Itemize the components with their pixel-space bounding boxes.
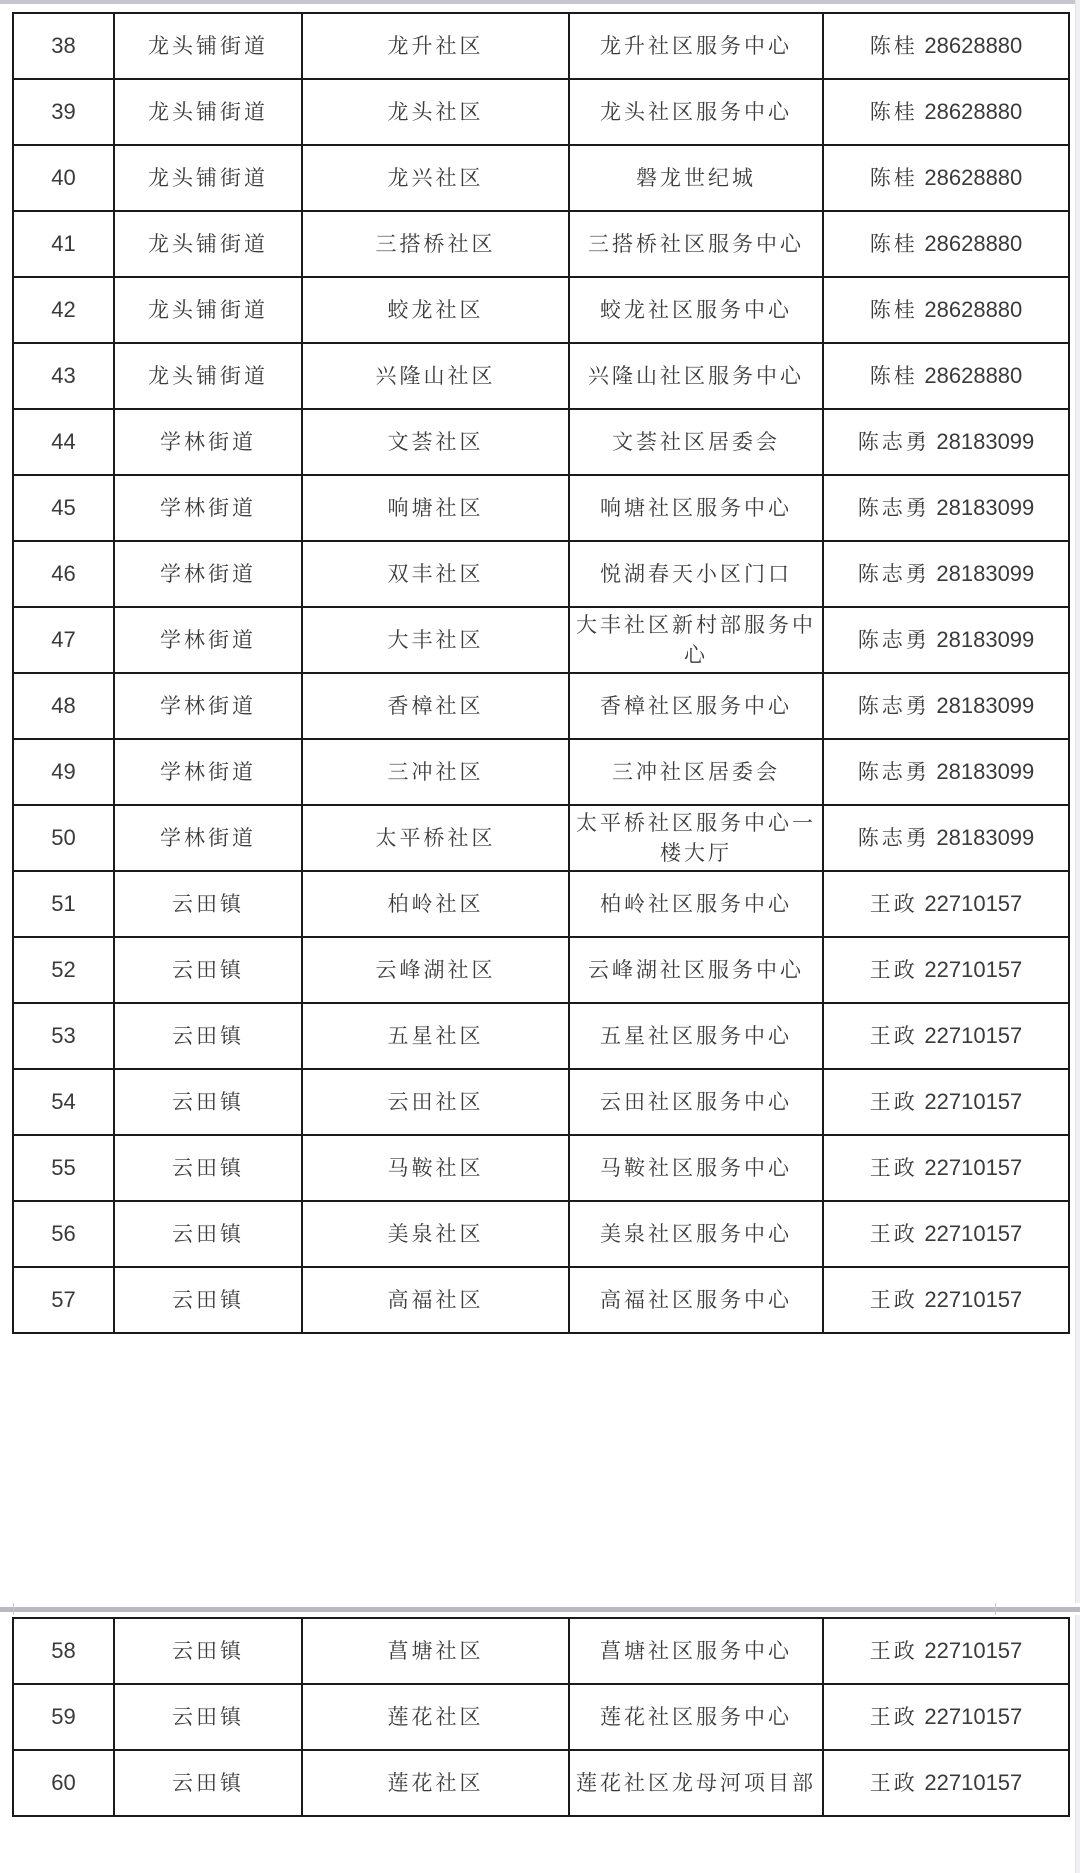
page-right-edge xyxy=(1075,0,1080,1873)
street-cell: 云田镇 xyxy=(114,1069,302,1135)
contact-name: 王政 xyxy=(869,1222,918,1246)
contact-phone: 22710157 xyxy=(924,1770,1023,1795)
contact-cell xyxy=(823,1003,1069,1069)
contact-phone: 28628880 xyxy=(924,33,1023,58)
contact-phone: 22710157 xyxy=(924,891,1023,916)
contact-name: 陈桂 xyxy=(869,34,918,58)
location-cell: 莲花社区服务中心 xyxy=(569,1684,823,1750)
contact-cell xyxy=(823,1069,1069,1135)
community-cell: 响塘社区 xyxy=(302,475,569,541)
community-cell: 文荟社区 xyxy=(302,409,569,475)
row-number: 53 xyxy=(13,1003,114,1069)
location-cell: 悦湖春天小区门口 xyxy=(569,541,823,607)
contact-phone: 28628880 xyxy=(924,363,1023,388)
community-cell: 菖塘社区 xyxy=(302,1618,569,1684)
contact-name: 陈志勇 xyxy=(857,760,930,784)
row-number: 41 xyxy=(13,211,114,277)
site-table-page-2 xyxy=(12,1617,1070,1817)
site-table-page-1 xyxy=(12,12,1070,1334)
street-cell: 学林街道 xyxy=(114,607,302,673)
site-table-body xyxy=(13,13,1069,1333)
contact-phone: 22710157 xyxy=(924,1155,1023,1180)
community-cell: 三搭桥社区 xyxy=(302,211,569,277)
community-cell: 兴隆山社区 xyxy=(302,343,569,409)
location-cell: 云峰湖社区服务中心 xyxy=(569,937,823,1003)
street-cell: 云田镇 xyxy=(114,1201,302,1267)
table-row xyxy=(13,1267,1069,1333)
contact-phone: 28183099 xyxy=(936,693,1035,718)
row-number: 42 xyxy=(13,277,114,343)
contact-cell xyxy=(823,211,1069,277)
contact-phone: 28183099 xyxy=(936,825,1035,850)
contact-cell xyxy=(823,871,1069,937)
contact-cell xyxy=(823,541,1069,607)
contact-phone: 28183099 xyxy=(936,495,1035,520)
table-row xyxy=(13,805,1069,871)
contact-phone: 28183099 xyxy=(936,429,1035,454)
location-cell: 文荟社区居委会 xyxy=(569,409,823,475)
contact-phone: 22710157 xyxy=(924,1287,1023,1312)
contact-name: 王政 xyxy=(869,892,918,916)
street-cell: 学林街道 xyxy=(114,805,302,871)
contact-cell xyxy=(823,343,1069,409)
contact-cell xyxy=(823,145,1069,211)
location-cell: 莲花社区龙母河项目部 xyxy=(569,1750,823,1816)
table-row xyxy=(13,1684,1069,1750)
street-cell: 云田镇 xyxy=(114,871,302,937)
table-row xyxy=(13,739,1069,805)
row-number: 44 xyxy=(13,409,114,475)
table-row xyxy=(13,1201,1069,1267)
contact-cell xyxy=(823,739,1069,805)
street-cell: 云田镇 xyxy=(114,1135,302,1201)
row-number: 47 xyxy=(13,607,114,673)
location-cell: 高福社区服务中心 xyxy=(569,1267,823,1333)
community-cell: 美泉社区 xyxy=(302,1201,569,1267)
contact-cell xyxy=(823,1267,1069,1333)
location-cell: 兴隆山社区服务中心 xyxy=(569,343,823,409)
row-number: 50 xyxy=(13,805,114,871)
table-row xyxy=(13,475,1069,541)
contact-cell xyxy=(823,937,1069,1003)
street-cell: 学林街道 xyxy=(114,739,302,805)
row-number: 55 xyxy=(13,1135,114,1201)
site-table-body xyxy=(13,1618,1069,1816)
contact-cell xyxy=(823,79,1069,145)
street-cell: 云田镇 xyxy=(114,1684,302,1750)
community-cell: 太平桥社区 xyxy=(302,805,569,871)
street-cell: 龙头铺街道 xyxy=(114,145,302,211)
location-cell: 三搭桥社区服务中心 xyxy=(569,211,823,277)
street-cell: 学林街道 xyxy=(114,673,302,739)
contact-name: 陈志勇 xyxy=(857,826,930,850)
community-cell: 双丰社区 xyxy=(302,541,569,607)
contact-phone: 28628880 xyxy=(924,165,1023,190)
community-cell: 云峰湖社区 xyxy=(302,937,569,1003)
contact-name: 王政 xyxy=(869,958,918,982)
table-row xyxy=(13,79,1069,145)
community-cell: 龙头社区 xyxy=(302,79,569,145)
row-number: 40 xyxy=(13,145,114,211)
community-cell: 蛟龙社区 xyxy=(302,277,569,343)
contact-cell xyxy=(823,1750,1069,1816)
community-cell: 马鞍社区 xyxy=(302,1135,569,1201)
contact-phone: 28628880 xyxy=(924,99,1023,124)
location-cell: 云田社区服务中心 xyxy=(569,1069,823,1135)
table-row xyxy=(13,1750,1069,1816)
row-number: 52 xyxy=(13,937,114,1003)
contact-name: 王政 xyxy=(869,1705,918,1729)
community-cell: 云田社区 xyxy=(302,1069,569,1135)
street-cell: 龙头铺街道 xyxy=(114,13,302,79)
community-cell: 高福社区 xyxy=(302,1267,569,1333)
street-cell: 龙头铺街道 xyxy=(114,277,302,343)
contact-cell xyxy=(823,475,1069,541)
page-margin-mark-left xyxy=(13,1603,14,1615)
contact-name: 王政 xyxy=(869,1288,918,1312)
contact-phone: 22710157 xyxy=(924,1638,1023,1663)
community-cell: 五星社区 xyxy=(302,1003,569,1069)
location-cell: 龙升社区服务中心 xyxy=(569,13,823,79)
contact-name: 陈志勇 xyxy=(857,562,930,586)
community-cell: 莲花社区 xyxy=(302,1684,569,1750)
location-cell: 磐龙世纪城 xyxy=(569,145,823,211)
row-number: 49 xyxy=(13,739,114,805)
location-cell: 蛟龙社区服务中心 xyxy=(569,277,823,343)
street-cell: 云田镇 xyxy=(114,1750,302,1816)
location-cell: 菖塘社区服务中心 xyxy=(569,1618,823,1684)
street-cell: 云田镇 xyxy=(114,1267,302,1333)
contact-name: 陈桂 xyxy=(869,100,918,124)
table-row xyxy=(13,1003,1069,1069)
contact-name: 王政 xyxy=(869,1639,918,1663)
community-cell: 香樟社区 xyxy=(302,673,569,739)
row-number: 58 xyxy=(13,1618,114,1684)
table-row xyxy=(13,277,1069,343)
contact-name: 陈桂 xyxy=(869,364,918,388)
table-row xyxy=(13,1069,1069,1135)
contact-cell xyxy=(823,1684,1069,1750)
table-row xyxy=(13,607,1069,673)
street-cell: 龙头铺街道 xyxy=(114,343,302,409)
page-break-band xyxy=(0,1607,1080,1612)
contact-name: 陈志勇 xyxy=(857,694,930,718)
row-number: 51 xyxy=(13,871,114,937)
location-cell: 太平桥社区服务中心一楼大厅 xyxy=(569,805,823,871)
contact-name: 陈志勇 xyxy=(857,430,930,454)
contact-cell xyxy=(823,277,1069,343)
contact-name: 陈桂 xyxy=(869,166,918,190)
contact-cell xyxy=(823,1618,1069,1684)
table-row xyxy=(13,937,1069,1003)
location-cell: 龙头社区服务中心 xyxy=(569,79,823,145)
contact-phone: 28183099 xyxy=(936,561,1035,586)
contact-cell xyxy=(823,1201,1069,1267)
contact-name: 王政 xyxy=(869,1156,918,1180)
contact-phone: 28628880 xyxy=(924,231,1023,256)
table-row xyxy=(13,145,1069,211)
table-row xyxy=(13,409,1069,475)
page-margin-mark-right xyxy=(995,1603,996,1615)
row-number: 57 xyxy=(13,1267,114,1333)
row-number: 43 xyxy=(13,343,114,409)
table-row xyxy=(13,343,1069,409)
community-cell: 莲花社区 xyxy=(302,1750,569,1816)
community-cell: 大丰社区 xyxy=(302,607,569,673)
contact-phone: 28183099 xyxy=(936,759,1035,784)
contact-phone: 22710157 xyxy=(924,1704,1023,1729)
table-row xyxy=(13,673,1069,739)
row-number: 60 xyxy=(13,1750,114,1816)
contact-cell xyxy=(823,1135,1069,1201)
contact-name: 陈桂 xyxy=(869,232,918,256)
location-cell: 香樟社区服务中心 xyxy=(569,673,823,739)
location-cell: 马鞍社区服务中心 xyxy=(569,1135,823,1201)
table-row xyxy=(13,541,1069,607)
row-number: 56 xyxy=(13,1201,114,1267)
contact-phone: 22710157 xyxy=(924,1089,1023,1114)
page-break xyxy=(0,1603,1080,1615)
contact-name: 陈志勇 xyxy=(857,496,930,520)
table-row xyxy=(13,1135,1069,1201)
street-cell: 云田镇 xyxy=(114,1618,302,1684)
table-row xyxy=(13,13,1069,79)
street-cell: 学林街道 xyxy=(114,475,302,541)
contact-name: 王政 xyxy=(869,1771,918,1795)
contact-name: 陈志勇 xyxy=(857,628,930,652)
table-row xyxy=(13,871,1069,937)
row-number: 54 xyxy=(13,1069,114,1135)
street-cell: 学林街道 xyxy=(114,541,302,607)
contact-name: 王政 xyxy=(869,1090,918,1114)
table-row xyxy=(13,211,1069,277)
contact-cell xyxy=(823,673,1069,739)
row-number: 48 xyxy=(13,673,114,739)
street-cell: 云田镇 xyxy=(114,1003,302,1069)
contact-phone: 28183099 xyxy=(936,627,1035,652)
row-number: 46 xyxy=(13,541,114,607)
contact-cell xyxy=(823,607,1069,673)
community-cell: 龙升社区 xyxy=(302,13,569,79)
location-cell: 大丰社区新村部服务中心 xyxy=(569,607,823,673)
row-number: 45 xyxy=(13,475,114,541)
table-row xyxy=(13,1618,1069,1684)
community-cell: 三冲社区 xyxy=(302,739,569,805)
location-cell: 柏岭社区服务中心 xyxy=(569,871,823,937)
page-top-edge xyxy=(0,0,1080,4)
street-cell: 龙头铺街道 xyxy=(114,211,302,277)
row-number: 39 xyxy=(13,79,114,145)
street-cell: 龙头铺街道 xyxy=(114,79,302,145)
contact-name: 陈桂 xyxy=(869,298,918,322)
row-number: 59 xyxy=(13,1684,114,1750)
contact-name: 王政 xyxy=(869,1024,918,1048)
contact-cell xyxy=(823,805,1069,871)
community-cell: 龙兴社区 xyxy=(302,145,569,211)
row-number: 38 xyxy=(13,13,114,79)
contact-phone: 22710157 xyxy=(924,957,1023,982)
location-cell: 响塘社区服务中心 xyxy=(569,475,823,541)
community-cell: 柏岭社区 xyxy=(302,871,569,937)
street-cell: 学林街道 xyxy=(114,409,302,475)
contact-phone: 22710157 xyxy=(924,1023,1023,1048)
contact-cell xyxy=(823,409,1069,475)
location-cell: 五星社区服务中心 xyxy=(569,1003,823,1069)
location-cell: 美泉社区服务中心 xyxy=(569,1201,823,1267)
contact-cell xyxy=(823,13,1069,79)
contact-phone: 28628880 xyxy=(924,297,1023,322)
location-cell: 三冲社区居委会 xyxy=(569,739,823,805)
street-cell: 云田镇 xyxy=(114,937,302,1003)
contact-phone: 22710157 xyxy=(924,1221,1023,1246)
